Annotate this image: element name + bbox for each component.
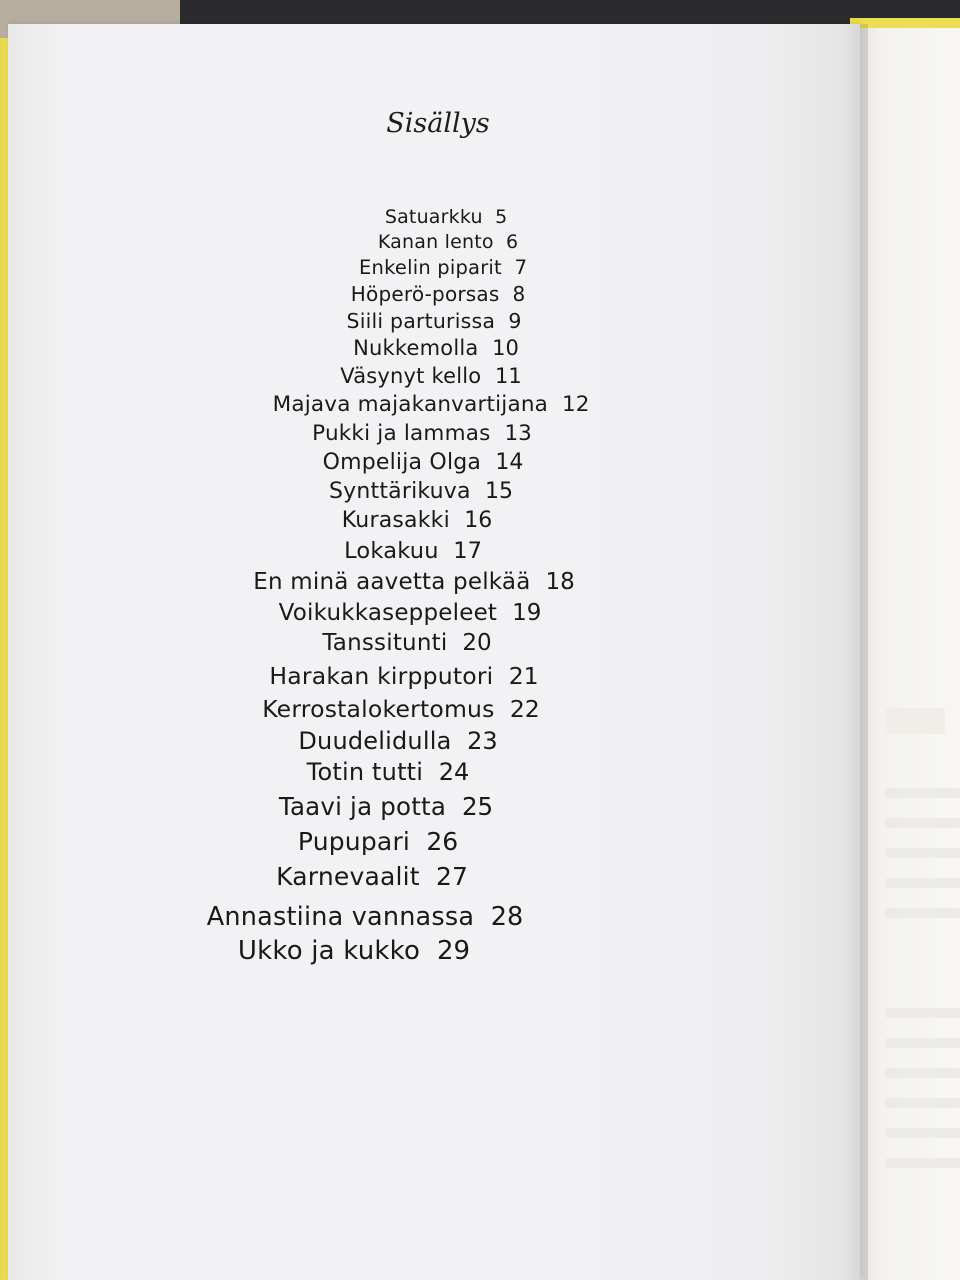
toc-entry-page-number: 27 bbox=[436, 862, 468, 891]
show-through-line bbox=[885, 1008, 960, 1018]
toc-entry-page-number: 19 bbox=[512, 600, 542, 626]
toc-entry bbox=[0, 538, 839, 564]
toc-entry bbox=[0, 508, 843, 533]
toc-entry-title: Totin tutti bbox=[306, 758, 424, 786]
toc-entry-page-number: 21 bbox=[508, 662, 539, 690]
show-through-line bbox=[885, 1098, 960, 1108]
show-through-line bbox=[885, 1068, 960, 1078]
toc-entry-page-number: 25 bbox=[461, 792, 494, 821]
toc-entry bbox=[0, 695, 827, 723]
toc-entry-title: Kerrostalokertomus bbox=[262, 695, 495, 723]
toc-entry bbox=[20, 206, 872, 228]
toc-entry bbox=[0, 727, 824, 755]
toc-entry-title: Duudelidulla bbox=[298, 727, 452, 755]
show-through-line bbox=[885, 878, 960, 888]
toc-entry-title: Ukko ja kukko bbox=[237, 936, 421, 966]
toc-entry-title: Majava majakanvartijana bbox=[272, 392, 549, 417]
toc-entry-title: Synttärikuva bbox=[328, 479, 471, 504]
toc-entry-title: Ompelija Olga bbox=[322, 450, 482, 475]
toc-entry-title: Höperö-porsas bbox=[350, 282, 500, 306]
show-through-heading bbox=[885, 708, 945, 734]
toc-entry-page-number: 7 bbox=[514, 256, 527, 279]
show-through-line bbox=[885, 818, 960, 828]
toc-entry-page-number: 9 bbox=[508, 309, 522, 333]
toc-entry-page-number: 10 bbox=[492, 336, 519, 360]
toc-entry bbox=[0, 569, 840, 595]
toc-entry-title: En minä aavetta pelkää bbox=[253, 569, 531, 595]
toc-entry-title: Siili parturissa bbox=[346, 309, 496, 333]
toc-entry bbox=[0, 902, 791, 932]
toc-entry-title: Pupupari bbox=[297, 827, 411, 856]
toc-entry-page-number: 29 bbox=[437, 936, 471, 966]
toc-entry bbox=[8, 309, 860, 333]
toc-entry-title: Pukki ja lammas bbox=[312, 421, 491, 446]
page-gutter-shadow bbox=[844, 24, 868, 1280]
toc-entry bbox=[0, 758, 814, 786]
toc-entry-page-number: 17 bbox=[453, 538, 482, 564]
toc-entry bbox=[0, 479, 847, 504]
toc-entry-title: Satuarkku bbox=[384, 206, 483, 228]
toc-entry-title: Harakan kirpputori bbox=[269, 662, 494, 690]
toc-entry-page-number: 20 bbox=[462, 630, 492, 656]
toc-entry bbox=[5, 392, 857, 417]
toc-entry-title: Tanssitunti bbox=[322, 630, 448, 656]
toc-entry-page-number: 13 bbox=[504, 421, 532, 446]
toc-entry-page-number: 28 bbox=[490, 902, 524, 932]
toc-entry-title: Nukkemolla bbox=[353, 336, 479, 360]
toc-entry-page-number: 6 bbox=[506, 231, 519, 253]
toc-entry bbox=[0, 662, 830, 690]
toc-entry-page-number: 16 bbox=[464, 508, 493, 533]
toc-entry bbox=[0, 792, 812, 821]
toc-entry-page-number: 26 bbox=[426, 827, 459, 856]
toc-entry-page-number: 11 bbox=[494, 364, 522, 388]
toc-entry bbox=[22, 231, 874, 253]
show-through-line bbox=[885, 908, 960, 918]
toc-entry bbox=[12, 282, 864, 306]
contents-page bbox=[8, 24, 860, 1280]
page-title: Sisällys bbox=[386, 108, 490, 139]
toc-entry bbox=[10, 336, 862, 360]
toc-entry bbox=[5, 364, 857, 388]
toc-entry bbox=[0, 600, 836, 626]
toc-entry bbox=[17, 256, 869, 279]
show-through-line bbox=[885, 1128, 960, 1138]
toc-entry-title: Taavi ja potta bbox=[278, 792, 447, 821]
toc-entry-page-number: 8 bbox=[512, 282, 526, 306]
toc-entry bbox=[0, 450, 849, 475]
toc-entry bbox=[0, 936, 780, 966]
toc-entry-title: Lokakuu bbox=[344, 538, 439, 564]
toc-entry bbox=[0, 421, 848, 446]
toc-entry bbox=[0, 827, 804, 856]
toc-entry-page-number: 22 bbox=[509, 695, 540, 723]
toc-entry bbox=[0, 862, 798, 891]
toc-entry-title: Kanan lento bbox=[377, 231, 494, 253]
toc-entry-page-number: 5 bbox=[495, 206, 508, 228]
toc-entry-page-number: 23 bbox=[467, 727, 498, 755]
show-through-line bbox=[885, 788, 960, 798]
toc-entry-page-number: 24 bbox=[438, 758, 470, 786]
toc-entry-title: Annastiina vannassa bbox=[206, 902, 475, 932]
toc-entry-title: Väsynyt kello bbox=[340, 364, 482, 388]
toc-entry-page-number: 12 bbox=[562, 392, 590, 417]
show-through-line bbox=[885, 848, 960, 858]
toc-entry-title: Voikukkaseppeleet bbox=[278, 600, 498, 626]
show-through-line bbox=[885, 1158, 960, 1168]
show-through-line bbox=[885, 1038, 960, 1048]
toc-entry-title: Enkelin piparit bbox=[359, 256, 502, 279]
toc-entry bbox=[0, 630, 833, 656]
toc-entry-page-number: 14 bbox=[495, 450, 524, 475]
toc-entry-page-number: 18 bbox=[545, 569, 575, 595]
toc-entry-page-number: 15 bbox=[485, 479, 514, 504]
toc-entry-title: Kurasakki bbox=[341, 508, 450, 533]
toc-entry-title: Karnevaalit bbox=[276, 862, 420, 891]
